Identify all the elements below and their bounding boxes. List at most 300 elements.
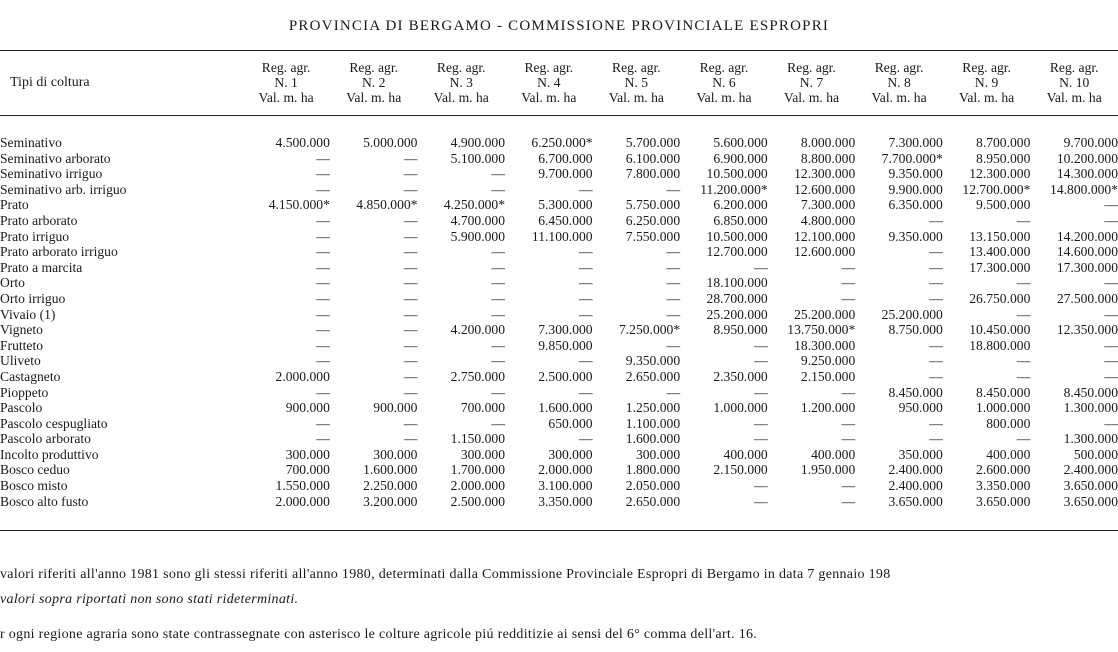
- value-cell: 12.600.000: [794, 181, 856, 197]
- value-cell: 2.150.000: [713, 462, 768, 478]
- value-cell: 8.000.000: [800, 135, 856, 150]
- value-cell: 700.000: [285, 462, 330, 478]
- value-cell: —: [403, 166, 418, 182]
- value-cell: 18.800.000: [969, 337, 1031, 353]
- crop-type-cell: Orto irriguo: [0, 290, 66, 306]
- region-header-line2: N. 6: [712, 75, 736, 90]
- value-cell: —: [1104, 337, 1118, 353]
- value-cell: —: [403, 228, 418, 244]
- value-cell: 1.250.000: [625, 400, 681, 416]
- value-cell: 1.150.000: [450, 431, 506, 447]
- crop-type-cell: Incolto produttivo: [0, 446, 99, 462]
- value-cell: 2.050.000: [625, 478, 681, 494]
- value-cell: 12.700.000*: [962, 181, 1031, 197]
- value-cell: 9.350.000: [625, 353, 681, 369]
- value-cell: 12.600.000: [794, 244, 856, 260]
- value-cell: 2.600.000: [976, 462, 1031, 478]
- value-cell: 2.000.000: [538, 462, 593, 478]
- table-row: [0, 166, 1118, 182]
- value-cell: 700.000: [460, 400, 506, 416]
- value-cell: —: [491, 259, 506, 275]
- value-cell: —: [754, 337, 768, 353]
- value-cell: 5.900.000: [450, 228, 506, 244]
- value-cell: —: [754, 259, 768, 275]
- value-cell: 2.650.000: [625, 368, 681, 384]
- value-cell: —: [929, 415, 943, 431]
- value-cell: —: [491, 181, 506, 197]
- value-cell: —: [316, 166, 330, 182]
- value-cell: 12.300.000: [969, 166, 1031, 182]
- crop-type-cell: Pioppeto: [0, 384, 49, 400]
- value-cell: 13.400.000: [969, 244, 1031, 260]
- value-cell: 900.000: [373, 400, 418, 416]
- value-cell: —: [316, 306, 330, 322]
- value-cell: 8.700.000: [976, 135, 1031, 150]
- value-cell: —: [1104, 306, 1118, 322]
- value-cell: —: [666, 244, 681, 260]
- value-cell: —: [929, 368, 943, 384]
- value-cell: —: [1104, 197, 1118, 213]
- value-cell: 500.000: [1073, 446, 1118, 462]
- value-cell: —: [929, 212, 943, 228]
- region-header-line2: N. 10: [1059, 75, 1090, 90]
- region-header-line3: Val. m. ha: [783, 90, 840, 105]
- value-cell: 1.100.000: [625, 415, 681, 431]
- value-cell: 9.250.000: [800, 353, 856, 369]
- value-cell: —: [491, 306, 506, 322]
- value-cell: 4.500.000: [275, 135, 330, 150]
- value-cell: —: [929, 259, 943, 275]
- crop-type-cell: Bosco ceduo: [0, 462, 70, 478]
- value-cell: —: [841, 290, 856, 306]
- value-cell: 5.750.000: [625, 197, 681, 213]
- value-cell: —: [316, 228, 330, 244]
- crop-type-cell: Prato irriguo: [0, 228, 70, 244]
- value-cell: 2.500.000: [538, 368, 593, 384]
- value-cell: 2.500.000: [450, 493, 506, 509]
- value-cell: 1.600.000: [625, 431, 681, 447]
- value-cell: —: [316, 244, 330, 260]
- valuation-table: [0, 52, 1118, 509]
- table-row: [0, 197, 1118, 213]
- region-header: [330, 52, 418, 113]
- value-cell: 1.300.000: [1063, 400, 1118, 416]
- value-cell: 7.300.000: [538, 322, 593, 338]
- value-cell: 800.000: [986, 415, 1031, 431]
- value-cell: 6.250.000: [625, 212, 681, 228]
- region-header: [417, 52, 505, 113]
- value-cell: 1.000.000: [976, 400, 1031, 416]
- value-cell: —: [666, 181, 681, 197]
- value-cell: —: [1016, 353, 1031, 369]
- value-cell: 4.900.000: [450, 135, 506, 150]
- value-cell: 13.750.000*: [787, 322, 856, 338]
- value-cell: 3.650.000: [1063, 493, 1118, 509]
- value-cell: —: [1104, 368, 1118, 384]
- value-cell: —: [1016, 431, 1031, 447]
- value-cell: —: [841, 478, 856, 494]
- table-row: [0, 182, 1118, 198]
- crop-type-cell: Pascolo: [0, 400, 43, 416]
- crop-type-cell: Vigneto: [0, 322, 43, 338]
- value-cell: —: [754, 384, 768, 400]
- region-header-line2: N. 1: [274, 75, 298, 90]
- value-cell: 3.200.000: [363, 493, 418, 509]
- value-cell: —: [929, 431, 943, 447]
- value-cell: 8.750.000: [888, 322, 943, 338]
- value-cell: —: [666, 306, 681, 322]
- value-cell: —: [403, 212, 418, 228]
- table-row: [0, 369, 1118, 385]
- value-cell: 1.550.000: [275, 478, 330, 494]
- region-header-line2: N. 5: [624, 75, 649, 90]
- value-cell: —: [316, 275, 330, 291]
- value-cell: —: [1104, 353, 1118, 369]
- value-cell: —: [403, 244, 418, 260]
- region-header-line2: N. 2: [361, 75, 386, 90]
- crop-type-cell: Bosco misto: [0, 478, 68, 494]
- crop-type-cell: Seminativo irriguo: [0, 166, 103, 182]
- value-cell: 2.250.000: [363, 478, 418, 494]
- value-cell: 1.200.000: [800, 400, 856, 416]
- value-cell: 3.350.000: [538, 493, 593, 509]
- value-cell: 18.300.000: [794, 337, 856, 353]
- crop-type-cell: Prato: [0, 197, 29, 213]
- crop-type-cell: Pascolo cespugliato: [0, 415, 108, 431]
- region-header-line1: Reg. agr.: [962, 60, 1011, 75]
- region-header-line1: Reg. agr.: [874, 60, 924, 75]
- table-row: [0, 338, 1118, 354]
- value-cell: —: [929, 275, 943, 291]
- value-cell: 10.450.000: [969, 322, 1031, 338]
- crop-type-cell: Castagneto: [0, 368, 61, 384]
- value-cell: —: [929, 337, 943, 353]
- value-cell: 1.000.000: [713, 400, 768, 416]
- region-header: [768, 52, 856, 113]
- value-cell: —: [578, 181, 593, 197]
- region-header-line3: Val. m. ha: [871, 90, 927, 105]
- value-cell: 13.150.000: [969, 228, 1031, 244]
- value-cell: 1.600.000: [363, 462, 418, 478]
- value-cell: —: [316, 259, 330, 275]
- value-cell: 6.700.000: [538, 150, 593, 166]
- value-cell: 7.800.000: [625, 166, 681, 182]
- value-cell: —: [1016, 368, 1031, 384]
- region-header-line3: Val. m. ha: [521, 90, 577, 105]
- value-cell: —: [1016, 212, 1031, 228]
- value-cell: 2.350.000: [713, 368, 768, 384]
- region-header: [1030, 52, 1118, 113]
- value-cell: 3.650.000: [976, 493, 1031, 509]
- value-cell: 8.800.000: [800, 150, 856, 166]
- region-header-line3: Val. m. ha: [346, 90, 402, 105]
- value-cell: —: [403, 150, 418, 166]
- value-cell: 11.100.000: [531, 228, 593, 244]
- value-cell: 900.000: [285, 400, 330, 416]
- value-cell: 17.300.000: [1056, 259, 1118, 275]
- value-cell: 8.950.000: [713, 322, 768, 338]
- value-cell: 8.450.000: [976, 384, 1031, 400]
- value-cell: 2.400.000: [1063, 462, 1118, 478]
- value-cell: —: [578, 306, 593, 322]
- table-row: [0, 462, 1118, 478]
- value-cell: 3.100.000: [538, 478, 593, 494]
- value-cell: —: [491, 384, 506, 400]
- table-row: [0, 307, 1118, 323]
- spacer-row: [0, 113, 1118, 135]
- value-cell: —: [578, 275, 593, 291]
- value-cell: —: [929, 353, 943, 369]
- value-cell: —: [666, 290, 681, 306]
- value-cell: 9.850.000: [538, 337, 593, 353]
- value-cell: —: [841, 259, 856, 275]
- crop-type-cell: Vivaio (1): [0, 306, 56, 322]
- value-cell: 12.350.000: [1056, 322, 1118, 338]
- crop-type-cell: Uliveto: [0, 353, 41, 369]
- value-cell: —: [1104, 212, 1118, 228]
- value-cell: —: [578, 431, 593, 447]
- value-cell: —: [491, 244, 506, 260]
- value-cell: 27.500.000: [1056, 290, 1118, 306]
- value-cell: 4.200.000: [450, 322, 506, 338]
- value-cell: —: [491, 415, 506, 431]
- region-header-line3: Val. m. ha: [696, 90, 752, 105]
- value-cell: 3.350.000: [976, 478, 1031, 494]
- region-header-line1: Reg. agr.: [524, 60, 574, 75]
- region-header-line1: Reg. agr.: [349, 60, 399, 75]
- value-cell: 28.700.000: [706, 290, 768, 306]
- value-cell: —: [841, 275, 856, 291]
- crop-type-cell: Pascolo arborato: [0, 431, 91, 447]
- value-cell: 7.700.000*: [881, 150, 943, 166]
- value-cell: —: [491, 166, 506, 182]
- region-header-line2: N. 9: [974, 75, 999, 90]
- value-cell: 25.200.000: [794, 306, 856, 322]
- value-cell: 6.100.000: [625, 150, 681, 166]
- value-cell: —: [666, 275, 681, 291]
- region-header-line1: Reg. agr.: [612, 60, 661, 75]
- value-cell: 3.650.000: [888, 493, 943, 509]
- value-cell: 10.500.000: [706, 166, 768, 182]
- value-cell: —: [403, 322, 418, 338]
- table-row: [0, 229, 1118, 245]
- value-cell: 25.200.000: [881, 306, 943, 322]
- value-cell: 12.300.000: [794, 166, 856, 182]
- value-cell: —: [841, 431, 856, 447]
- region-header-line1: Reg. agr.: [261, 60, 311, 75]
- value-cell: —: [316, 212, 330, 228]
- value-cell: —: [666, 384, 681, 400]
- value-cell: 8.950.000: [976, 150, 1031, 166]
- value-cell: 9.500.000: [976, 197, 1031, 213]
- value-cell: —: [491, 337, 506, 353]
- value-cell: 2.150.000: [800, 368, 856, 384]
- value-cell: —: [491, 275, 506, 291]
- table-bottom-rule: [0, 530, 1118, 531]
- region-header-line2: N. 3: [449, 75, 473, 90]
- table-row: [0, 151, 1118, 167]
- value-cell: —: [316, 181, 330, 197]
- value-cell: 2.750.000: [450, 368, 506, 384]
- value-cell: 6.350.000: [888, 197, 943, 213]
- value-cell: 2.000.000: [275, 493, 330, 509]
- value-cell: 8.450.000: [1063, 384, 1118, 400]
- value-cell: 300.000: [548, 446, 593, 462]
- value-cell: 650.000: [548, 415, 593, 431]
- value-cell: 3.650.000: [1063, 478, 1118, 494]
- region-header-line3: Val. m. ha: [608, 90, 664, 105]
- region-header: [855, 52, 943, 113]
- region-header: [242, 52, 330, 113]
- table-row: [0, 244, 1118, 260]
- value-cell: —: [929, 244, 943, 260]
- crop-type-cell: Orto: [0, 275, 25, 291]
- value-cell: 6.850.000: [713, 212, 768, 228]
- value-cell: 8.450.000: [888, 384, 943, 400]
- value-cell: 300.000: [285, 446, 330, 462]
- region-header: [680, 52, 768, 113]
- value-cell: —: [754, 478, 768, 494]
- value-cell: —: [929, 290, 943, 306]
- table-row: [0, 213, 1118, 229]
- value-cell: 12.100.000: [794, 228, 856, 244]
- table-row: [0, 353, 1118, 369]
- table-row: [0, 291, 1118, 307]
- value-cell: 26.750.000: [969, 290, 1031, 306]
- value-cell: 14.600.000: [1056, 244, 1118, 260]
- value-cell: 5.700.000: [625, 135, 681, 150]
- value-cell: 11.200.000*: [700, 181, 768, 197]
- value-cell: —: [1016, 306, 1031, 322]
- value-cell: —: [578, 244, 593, 260]
- value-cell: —: [754, 493, 768, 509]
- value-cell: —: [316, 353, 330, 369]
- value-cell: —: [316, 322, 330, 338]
- table-row: [0, 447, 1118, 463]
- value-cell: 1.950.000: [800, 462, 856, 478]
- region-header: [593, 52, 681, 113]
- value-cell: 2.400.000: [888, 478, 943, 494]
- type-column-header: Tipi di coltura: [10, 75, 90, 90]
- value-cell: 7.300.000: [800, 197, 856, 213]
- value-cell: 4.250.000*: [443, 197, 506, 213]
- value-cell: —: [666, 337, 681, 353]
- crop-type-cell: Seminativo arborato: [0, 150, 111, 166]
- region-header-line1: Reg. agr.: [1049, 60, 1099, 75]
- value-cell: —: [666, 259, 681, 275]
- value-cell: 400.000: [811, 446, 856, 462]
- value-cell: —: [491, 290, 506, 306]
- crop-type-cell: Prato a marcita: [0, 259, 83, 275]
- crop-type-cell: Prato arborato irriguo: [0, 244, 118, 260]
- value-cell: 400.000: [723, 446, 768, 462]
- value-cell: —: [403, 259, 418, 275]
- value-cell: —: [754, 431, 768, 447]
- value-cell: —: [578, 290, 593, 306]
- value-cell: —: [403, 181, 418, 197]
- value-cell: 9.900.000: [888, 181, 943, 197]
- region-header-line3: Val. m. ha: [433, 90, 489, 105]
- value-cell: —: [841, 415, 856, 431]
- value-cell: —: [316, 384, 330, 400]
- table-row: [0, 478, 1118, 494]
- value-cell: —: [403, 306, 418, 322]
- crop-type-cell: Frutteto: [0, 337, 44, 353]
- value-cell: —: [403, 275, 418, 291]
- value-cell: 4.150.000*: [268, 197, 330, 213]
- value-cell: —: [316, 290, 330, 306]
- value-cell: 7.250.000*: [618, 322, 681, 338]
- value-cell: 4.850.000*: [356, 197, 418, 213]
- value-cell: 350.000: [898, 446, 943, 462]
- region-header-line2: N. 8: [887, 75, 911, 90]
- value-cell: 9.700.000: [538, 166, 593, 182]
- value-cell: —: [316, 150, 330, 166]
- table-row: [0, 494, 1118, 510]
- table-row: [0, 416, 1118, 432]
- value-cell: 5.100.000: [450, 150, 506, 166]
- crop-type-cell: Bosco alto fusto: [0, 493, 89, 509]
- footnote-1: valori riferiti all'anno 1981 sono gli stessi riferiti all'anno 1980, determinati dalla Commissione Provinciale Espropri di Bergamo in data 7 gennaio 198: [0, 567, 891, 582]
- region-header-line1: Reg. agr.: [699, 60, 749, 75]
- value-cell: —: [403, 353, 418, 369]
- value-cell: —: [491, 353, 506, 369]
- value-cell: 5.300.000: [538, 197, 593, 213]
- region-header-line2: N. 4: [537, 75, 561, 90]
- footnote-3: r ogni regione agraria sono state contrassegnate con asterisco le colture agricole piú redditizie ai sensi del 6° comma dell'art. 16.: [0, 627, 758, 642]
- crop-type-cell: Prato arborato: [0, 212, 78, 228]
- value-cell: 1.600.000: [538, 400, 593, 416]
- value-cell: 7.550.000: [625, 228, 681, 244]
- value-cell: 1.300.000: [1063, 431, 1118, 447]
- region-header-line3: Val. m. ha: [1046, 90, 1102, 105]
- value-cell: 17.300.000: [969, 259, 1031, 275]
- region-header: [505, 52, 593, 113]
- value-cell: 10.500.000: [706, 228, 768, 244]
- value-cell: 25.200.000: [706, 306, 768, 322]
- region-header: [943, 52, 1031, 113]
- crop-type-cell: Seminativo arb. irriguo: [0, 181, 127, 197]
- value-cell: —: [754, 353, 768, 369]
- value-cell: 300.000: [373, 446, 418, 462]
- value-cell: —: [403, 415, 418, 431]
- value-cell: 14.800.000*: [1050, 181, 1118, 197]
- table-top-rule: [0, 50, 1118, 51]
- region-header-line3: Val. m. ha: [258, 90, 314, 105]
- value-cell: 4.800.000: [800, 212, 856, 228]
- value-cell: 9.700.000: [1063, 135, 1118, 150]
- table-row: [0, 275, 1118, 291]
- value-cell: —: [578, 384, 593, 400]
- value-cell: —: [754, 415, 768, 431]
- value-cell: 6.250.000*: [531, 135, 593, 150]
- value-cell: —: [578, 353, 593, 369]
- table-row: [0, 260, 1118, 276]
- value-cell: 9.350.000: [888, 228, 943, 244]
- value-cell: 5.600.000: [713, 135, 768, 150]
- value-cell: —: [316, 337, 330, 353]
- region-header-line1: Reg. agr.: [787, 60, 836, 75]
- value-cell: —: [1104, 275, 1118, 291]
- value-cell: 300.000: [635, 446, 681, 462]
- value-cell: —: [578, 259, 593, 275]
- value-cell: 2.650.000: [625, 493, 681, 509]
- header-row: [0, 52, 1118, 113]
- value-cell: —: [403, 368, 418, 384]
- value-cell: 1.800.000: [625, 462, 681, 478]
- value-cell: 18.100.000: [706, 275, 768, 291]
- value-cell: 950.000: [898, 400, 943, 416]
